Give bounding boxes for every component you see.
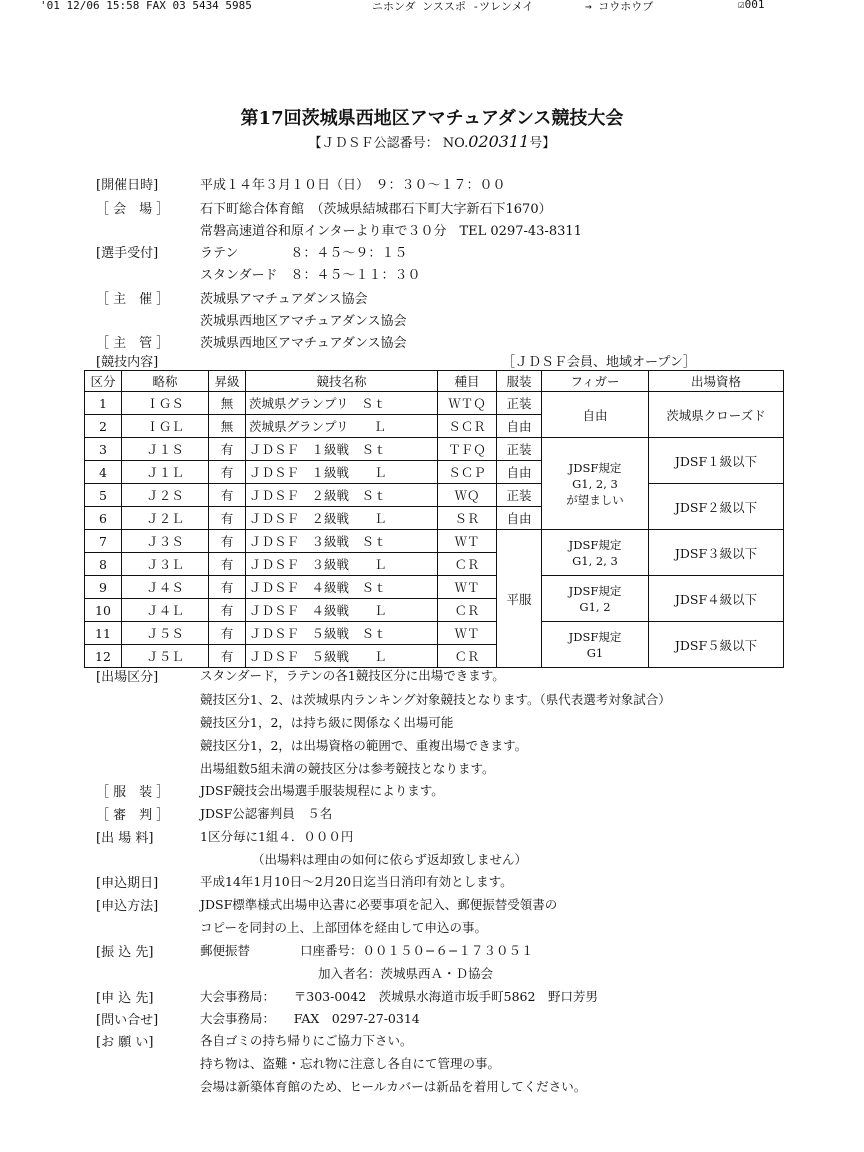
detail-fee: 1区分毎に1組４．０００円 [200,829,354,844]
cell-qualification: 茨城県クローズド [649,392,784,438]
cell-event: ＴＦＱ [438,438,497,461]
cell-promotion: 有 [209,553,246,576]
cell-promotion: 有 [209,461,246,484]
cell-abbr: Ｊ３Ｌ [122,553,209,576]
approval-prefix: 【ＪＤＳＦ公認番号： NO. [308,136,469,151]
cell-qualification: JDSF１級以下 [649,438,784,484]
cell-event: ＷＴ [438,530,497,553]
info-reception-latin: ラテン ８：４５〜９：１５ [200,246,408,261]
cell-event: ＷＴＱ [438,392,497,415]
fax-header-left: '01 12/06 15:58 FAX 03 5434 5985 [40,0,252,12]
info-organizer-2: 茨城県西地区アマチュアダンス協会 [200,314,407,329]
cell-figure [542,622,649,668]
header-competition: 競技名称 [246,371,438,392]
detail-label-apply-to: [申 込 先] [96,991,154,1006]
cell-promotion: 有 [209,622,246,645]
cell-event: ＣＲ [438,553,497,576]
table-row [85,484,784,507]
cell-event: ＷＱ [438,484,497,507]
cell-abbr: Ｊ４Ｌ [122,599,209,622]
cell-division: 12 [85,645,122,668]
document-title: 第17回茨城県西地区アマチュアダンス競技大会 [240,108,624,129]
detail-request-line: 会場は新築体育館のため、ヒールカバーは新品を着用してください。 [200,1079,587,1094]
cell-qualification: JDSF３級以下 [649,530,784,576]
detail-fee-note: （出場料は理由の如何に依らず返却致しません） [252,852,528,867]
info-manager: 茨城県西地区アマチュアダンス協会 [200,336,407,351]
detail-apply-to: 大会事務局： 〒303-0042 茨城県水海道市坂手町5862 野口芳男 [200,989,598,1004]
cell-competition: ＪＤＳＦ １級戦 Ｌ [246,461,438,484]
detail-method-line: JDSF標準様式出場申込書に必要事項を記入、郵便振替受領書の [200,897,558,912]
cell-abbr: Ｊ５Ｓ [122,622,209,645]
approval-number [0,132,864,151]
cell-dress: 正装 [497,392,542,415]
cell-competition: ＪＤＳＦ ５級戦 Ｓｔ [246,622,438,645]
cell-division: 5 [85,484,122,507]
detail-label-transfer: [振 込 先] [96,945,154,960]
cell-division: 7 [85,530,122,553]
detail-transfer-account: 郵便振替 口座番号：００１５０−６−１７３０５１ [200,943,534,958]
cell-division: 9 [85,576,122,599]
cell-qualification: JDSF５級以下 [649,622,784,668]
cell-promotion: 有 [209,484,246,507]
header-event: 種目 [438,371,497,392]
cell-qualification: JDSF２級以下 [649,484,784,530]
cell-promotion: 有 [209,438,246,461]
cell-event: ＳＲ [438,507,497,530]
cell-competition: ＪＤＳＦ ２級戦 Ｌ [246,507,438,530]
table-row [85,530,784,553]
info-label-date: [開催日時] [96,178,159,193]
cell-promotion: 無 [209,392,246,415]
info-venue-access: 常磐高速道谷和原インターより車で３０分 TEL 0297-43-8311 [200,224,582,239]
detail-deadline: 平成14年1月10日〜2月20日迄当日消印有効とします。 [200,874,513,889]
header-division: 区分 [85,371,122,392]
cell-promotion: 有 [209,507,246,530]
cell-competition: ＪＤＳＦ ４級戦 Ｓｔ [246,576,438,599]
cell-abbr: Ｊ１Ｓ [122,438,209,461]
cell-competition: ＪＤＳＦ ３級戦 Ｌ [246,553,438,576]
info-date: 平成１４年３月１０日（日） ９：３０〜１７：００ [200,178,506,193]
detail-label-method: [申込方法] [96,899,159,914]
cell-event: ＣＲ [438,599,497,622]
detail-label-entry: [出場区分] [96,670,159,685]
info-label-venue: ［ 会 場 ］ [96,202,170,217]
figure-line: JDSF規定 [568,629,622,644]
cell-promotion: 有 [209,645,246,668]
cell-promotion: 有 [209,576,246,599]
info-label-organizer: ［ 主 催 ］ [96,292,170,307]
cell-abbr: ＩＧＬ [122,415,209,438]
cell-division: 2 [85,415,122,438]
info-label-reception: [選手受付] [96,246,159,261]
detail-label-inquiry: [問い合せ] [96,1013,159,1028]
cell-dress: 正装 [497,484,542,507]
header-figure: フィガー [542,371,649,392]
cell-abbr: Ｊ３Ｓ [122,530,209,553]
header-abbr: 略称 [122,371,209,392]
detail-entry-line: 出場組数5組未満の競技区分は参考競技となります。 [200,761,495,776]
table-note: ［ＪＤＳＦ会員、地域オープン］ [502,355,696,370]
detail-label-requests: [お 願 い] [96,1035,154,1050]
cell-promotion: 有 [209,530,246,553]
detail-request-line: 持ち物は、盗難・忘れ物に注意し各自にて管理の事。 [200,1056,501,1071]
figure-line: JDSF規定 [568,583,622,598]
cell-competition: ＪＤＳＦ ５級戦 Ｌ [246,645,438,668]
cell-abbr: Ｊ４Ｓ [122,576,209,599]
detail-entry-line: 競技区分1、2、は茨城県内ランキング対象競技となります。（県代表選考対象試合） [200,692,671,707]
detail-label-deadline: [申込期日] [96,876,159,891]
info-label-manager: ［ 主 管 ］ [96,336,170,351]
cell-competition: ＪＤＳＦ ４級戦 Ｌ [246,599,438,622]
figure-line: G1, 2, 3 [572,553,618,568]
cell-event: ＳＣＰ [438,461,497,484]
info-organizer-1: 茨城県アマチュアダンス協会 [200,292,368,307]
cell-competition: ＪＤＳＦ １級戦 Ｓｔ [246,438,438,461]
detail-label-judges: ［ 審 判 ］ [96,808,170,823]
info-reception-standard: スタンダード ８：４５〜１１：３０ [200,268,421,283]
cell-dress: 自由 [497,415,542,438]
table-row [85,576,784,599]
competition-table [84,370,784,668]
cell-dress: 自由 [497,461,542,484]
cell-event: ＣＲ [438,645,497,668]
fax-header-page: ☑001 [738,0,765,11]
detail-method-line: コピーを同封の上、上部団体を経由して申込の事。 [200,920,488,935]
cell-division: 1 [85,392,122,415]
approval-suffix: 号】 [529,136,556,151]
fax-header-recipient: → コウホウブ [585,0,654,13]
table-row [85,622,784,645]
header-promotion: 昇級 [209,371,246,392]
detail-entry-line: スタンダード，ラテンの各1競技区分に出場できます。 [200,668,505,683]
detail-label-fee: [出 場 料] [96,831,154,846]
cell-division: 6 [85,507,122,530]
cell-abbr: Ｊ２Ｓ [122,484,209,507]
cell-promotion: 無 [209,415,246,438]
cell-abbr: Ｊ１Ｌ [122,461,209,484]
cell-event: ＷＴ [438,576,497,599]
cell-promotion: 有 [209,599,246,622]
cell-abbr: ＩＧＳ [122,392,209,415]
cell-competition: 茨城県グランプリ Ｌ [246,415,438,438]
detail-inquiry: 大会事務局： FAX 0297-27-0314 [200,1011,420,1026]
cell-competition: ＪＤＳＦ ３級戦 Ｓｔ [246,530,438,553]
approval-handwritten-number: 020311 [468,132,530,151]
detail-transfer-holder: 加入者名：茨城県西Ａ・Ｄ協会 [318,966,494,981]
fax-header-sender: ニホンダ ンススポ -ツレンメイ [372,0,534,13]
cell-division: 8 [85,553,122,576]
table-row [85,392,784,415]
detail-label-dress: ［ 服 装 ］ [96,785,170,800]
detail-judges: JDSF公認審判員 ５名 [200,806,333,821]
figure-line: G1 [586,645,604,660]
cell-abbr: Ｊ５Ｌ [122,645,209,668]
figure-line: JDSF規定 [568,537,622,552]
figure-line: が望ましい [566,492,624,507]
cell-dress: 自由 [497,507,542,530]
cell-competition: 茨城県グランプリ Ｓｔ [246,392,438,415]
cell-division: 11 [85,622,122,645]
detail-dress: JDSF競技会出場選手服装規程によります。 [200,783,444,798]
cell-figure [542,576,649,622]
detail-entry-line: 競技区分1，2，は出場資格の範囲で、重複出場できます。 [200,738,528,753]
cell-event: ＷＴ [438,622,497,645]
cell-event: ＳＣＲ [438,415,497,438]
detail-request-line: 各自ゴミの持ち帰りにご協力下さい。 [200,1033,413,1048]
table-row [85,438,784,461]
table-header-row [85,371,784,392]
cell-division: 10 [85,599,122,622]
header-dress: 服装 [497,371,542,392]
cell-figure: 自由 [542,392,649,438]
cell-abbr: Ｊ２Ｌ [122,507,209,530]
detail-entry-line: 競技区分1，2，は持ち級に関係なく出場可能 [200,715,454,730]
figure-line: G1, 2 [579,599,611,614]
header-qualification: 出場資格 [649,371,784,392]
cell-competition: ＪＤＳＦ ２級戦 Ｓｔ [246,484,438,507]
cell-dress: 平服 [497,530,542,668]
cell-figure [542,438,649,530]
info-venue: 石下町総合体育館 （茨城県結城郡石下町大字新石下1670） [200,202,552,217]
cell-division: 4 [85,461,122,484]
cell-dress: 正装 [497,438,542,461]
cell-division: 3 [85,438,122,461]
cell-figure [542,530,649,576]
figure-line: G1, 2, 3 [572,476,618,491]
table-label: [競技内容] [96,355,159,370]
cell-qualification: JDSF４級以下 [649,576,784,622]
figure-line: JDSF規定 [568,460,622,475]
